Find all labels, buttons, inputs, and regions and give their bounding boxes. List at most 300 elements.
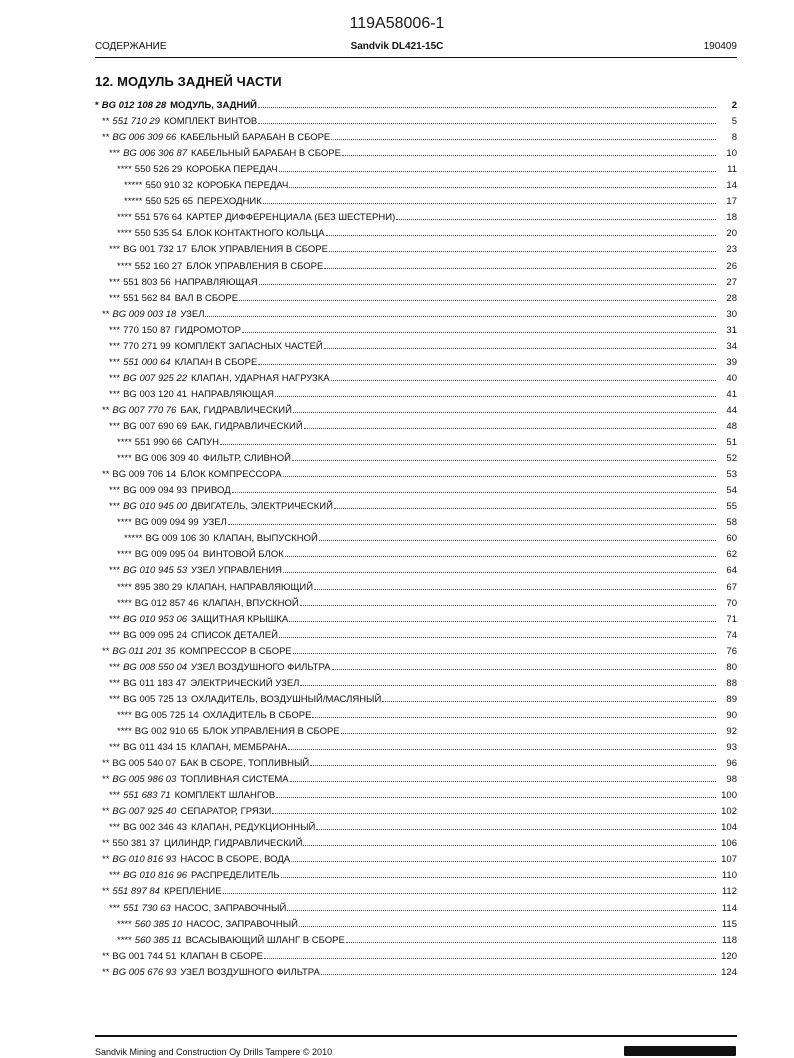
toc-page-number: 39: [726, 356, 737, 368]
toc-title: КОМПЛЕКТ ШЛАНГОВ: [174, 790, 276, 802]
toc-leader-dots: [290, 771, 716, 782]
header-date-code: 190409: [703, 41, 737, 52]
toc-leader-dots: [242, 322, 716, 333]
toc-leader-dots: [331, 370, 716, 381]
toc-title: ОХЛАДИТЕЛЬ В СБОРЕ: [202, 709, 312, 721]
toc-level-marker: ***: [109, 276, 121, 288]
toc-level-marker: ****: [117, 453, 132, 465]
toc-entry[interactable]: [95, 97, 737, 111]
toc-leader-dots: [205, 306, 716, 317]
toc-page-number: 10: [726, 148, 737, 160]
toc-part-number: 551 710 29: [112, 116, 160, 128]
toc-entry[interactable]: [102, 883, 737, 897]
toc-entry[interactable]: [117, 514, 737, 528]
toc-entry[interactable]: [109, 611, 737, 625]
toc-entry[interactable]: [102, 306, 737, 320]
toc-level-marker: ***: [109, 421, 121, 432]
sandvik-logo: [624, 1046, 736, 1056]
toc-page-number: 27: [726, 276, 737, 288]
toc-title: СПИСОК ДЕТАЛЕЙ: [191, 629, 278, 641]
toc-part-number: 552 160 27: [134, 260, 183, 272]
toc-leader-dots: [258, 354, 716, 365]
toc-page-number: 26: [726, 260, 737, 272]
toc-entry[interactable]: [117, 916, 737, 930]
toc-title: НАПРАВЛЯЮЩАЯ: [174, 276, 258, 288]
toc-title: УЗЕЛ ВОЗДУШНОГО ФИЛЬТРА: [180, 966, 320, 978]
toc-entry[interactable]: [109, 338, 737, 352]
toc-leader-dots: [276, 787, 716, 798]
toc-title: БАК, ГИДРАВЛИЧЕСКИЙ: [191, 421, 303, 432]
toc-entry[interactable]: [109, 274, 737, 288]
toc-page-number: 60: [726, 533, 737, 545]
toc-entry[interactable]: [117, 258, 737, 272]
toc-title: КЛАПАН В СБОРЕ: [174, 356, 258, 368]
toc-page-number: 115: [721, 918, 737, 930]
toc-page-number: 90: [726, 709, 737, 721]
toc-part-number: 550 381 37: [112, 838, 160, 850]
toc-level-marker: **: [102, 116, 110, 128]
toc-page-number: 28: [726, 292, 737, 304]
toc-title: УЗЕЛ: [202, 517, 227, 529]
toc-level-marker: **: [102, 806, 110, 818]
toc-part-number: BG 006 309 66: [112, 132, 177, 144]
toc-page-number: 48: [726, 421, 737, 432]
toc-page-number: 17: [726, 196, 737, 208]
toc-leader-dots: [332, 659, 716, 670]
toc-entry[interactable]: [109, 787, 737, 801]
toc-page-number: 89: [726, 693, 737, 705]
toc-level-marker: ****: [117, 260, 132, 272]
toc-leader-dots: [324, 338, 716, 349]
toc-part-number: 551 576 64: [134, 212, 183, 224]
toc-part-number: BG 002 346 43: [123, 822, 188, 834]
toc-level-marker: ****: [117, 934, 132, 946]
toc-entry[interactable]: [109, 739, 737, 753]
toc-level-marker: **: [102, 308, 110, 320]
toc-part-number: BG 007 925 22: [123, 372, 188, 384]
toc-part-number: 551 730 63: [123, 902, 171, 914]
toc-level-marker: **: [102, 966, 110, 978]
toc-leader-dots: [259, 274, 716, 285]
toc-title: ГИДРОМОТОР: [174, 324, 241, 336]
toc-title: БЛОК УПРАВЛЕНИЯ В СБОРЕ: [186, 260, 324, 272]
toc-page-number: 30: [726, 308, 737, 320]
toc-leader-dots: [258, 97, 716, 108]
toc-title: ВАЛ В СБОРЕ: [174, 292, 239, 304]
toc-leader-dots: [292, 450, 716, 461]
toc-level-marker: ****: [117, 164, 132, 176]
toc-entry[interactable]: [117, 450, 737, 464]
toc-entry[interactable]: [124, 530, 737, 544]
toc-title: РАСПРЕДЕЛИТЕЛЬ: [191, 870, 280, 882]
toc-entry[interactable]: [109, 290, 737, 304]
toc-entry[interactable]: [102, 129, 737, 143]
header-rule: [95, 57, 737, 58]
toc-entry[interactable]: [102, 113, 737, 127]
toc-level-marker: **: [102, 854, 110, 866]
toc-title: УЗЕЛ УПРАВЛЕНИЯ: [191, 565, 283, 577]
toc-entry[interactable]: [102, 851, 737, 865]
toc-leader-dots: [288, 739, 716, 750]
toc-level-marker: **: [102, 758, 110, 770]
toc-page-number: 80: [726, 661, 737, 673]
toc-part-number: 560 385 11: [134, 934, 182, 946]
toc-entry[interactable]: [109, 867, 737, 881]
toc-level-marker: **: [102, 838, 110, 850]
toc-entry[interactable]: [109, 675, 737, 689]
toc-part-number: BG 005 725 14: [134, 709, 199, 721]
toc-entry[interactable]: [117, 723, 737, 737]
header-model-name: Sandvik DL421-15C: [350, 41, 444, 52]
toc-leader-dots: [293, 402, 716, 413]
toc-entry[interactable]: [109, 145, 737, 159]
toc-page-number: 71: [726, 613, 737, 625]
toc-entry[interactable]: [109, 819, 737, 833]
toc-page-number: 100: [721, 790, 737, 802]
toc-page-number: 2: [731, 100, 737, 111]
toc-part-number: BG 007 770 76: [112, 404, 177, 416]
toc-title: ТОПЛИВНАЯ СИСТЕМА: [180, 774, 289, 786]
toc-page-number: 114: [721, 902, 737, 914]
toc-leader-dots: [300, 595, 716, 606]
toc-entry[interactable]: [109, 691, 737, 705]
toc-title: УЗЕЛ: [180, 308, 205, 320]
toc-level-marker: ****: [117, 549, 132, 561]
toc-leader-dots: [258, 113, 716, 124]
document-number: 119A58006-1: [349, 15, 445, 32]
toc-part-number: BG 001 732 17: [123, 244, 188, 256]
toc-level-marker: ****: [117, 918, 132, 930]
toc-page-number: 54: [726, 485, 737, 497]
toc-level-marker: ***: [109, 485, 121, 497]
toc-leader-dots: [319, 530, 716, 541]
toc-level-marker: ***: [109, 613, 121, 625]
toc-title: КРЕПЛЕНИЕ: [163, 886, 222, 898]
toc-leader-dots: [220, 434, 716, 445]
toc-level-marker: ***: [109, 324, 121, 336]
toc-entry[interactable]: [109, 241, 737, 255]
toc-level-marker: ****: [117, 437, 132, 449]
toc-entry[interactable]: [117, 161, 737, 175]
toc-part-number: BG 009 106 30: [145, 533, 210, 545]
toc-page-number: 76: [726, 645, 737, 657]
toc-title: КЛАПАН, УДАРНАЯ НАГРУЗКА: [191, 372, 330, 384]
toc-entry[interactable]: [102, 466, 737, 480]
toc-page-number: 88: [726, 677, 737, 689]
toc-leader-dots: [283, 466, 716, 477]
toc-page-number: 124: [721, 966, 737, 978]
toc-part-number: BG 012 857 46: [134, 597, 199, 609]
toc-level-marker: ***: [109, 629, 121, 641]
toc-leader-dots: [232, 482, 716, 493]
toc-page-number: 93: [726, 742, 737, 753]
toc-leader-dots: [275, 386, 716, 397]
toc-level-marker: ***: [109, 565, 121, 577]
toc-level-marker: ***: [109, 340, 121, 352]
toc-part-number: BG 006 309 40: [134, 453, 199, 465]
toc-title: КОМПЛЕКТ ЗАПАСНЫХ ЧАСТЕЙ: [174, 340, 323, 352]
toc-level-marker: ***: [109, 244, 121, 256]
toc-part-number: BG 010 816 96: [123, 870, 188, 882]
toc-page-number: 96: [726, 758, 737, 770]
toc-level-marker: ***: [109, 292, 121, 304]
toc-leader-dots: [279, 161, 716, 172]
toc-title: КОМПРЕССОР В СБОРЕ: [179, 645, 292, 657]
toc-part-number: 550 910 32: [145, 180, 194, 192]
toc-title: КОРОБКА ПЕРЕДАЧ: [197, 180, 289, 192]
toc-entry[interactable]: [117, 932, 737, 946]
toc-title: КЛАПАН, ВПУСКНОЙ: [202, 597, 299, 609]
toc-page-number: 41: [726, 388, 737, 400]
toc-part-number: 551 990 66: [134, 437, 183, 449]
toc-leader-dots: [299, 916, 716, 927]
toc-entry[interactable]: [117, 595, 737, 609]
toc-part-number: 895 380 29: [134, 581, 183, 593]
toc-part-number: BG 009 706 14: [112, 469, 177, 481]
toc-page-number: 98: [726, 774, 737, 786]
toc-entry[interactable]: [102, 643, 737, 657]
toc-page-number: 58: [726, 517, 737, 529]
toc-page-number: 14: [726, 180, 737, 192]
toc-level-marker: ***: [109, 501, 121, 513]
toc-title: НАСОС, ЗАПРАВОЧНЫЙ: [186, 918, 298, 930]
toc-page-number: 106: [721, 838, 737, 850]
toc-part-number: 550 535 54: [134, 228, 183, 240]
toc-level-marker: *****: [124, 533, 143, 545]
toc-level-marker: *****: [124, 180, 143, 192]
toc-entry[interactable]: [117, 225, 737, 239]
toc-entry[interactable]: [102, 771, 737, 785]
toc-part-number: 770 271 99: [123, 340, 171, 352]
toc-level-marker: **: [102, 950, 110, 962]
toc-part-number: 770 150 87: [123, 324, 171, 336]
toc-leader-dots: [321, 964, 716, 975]
toc-page-number: 44: [726, 404, 737, 416]
toc-entry[interactable]: [102, 402, 737, 416]
toc-page-number: 104: [721, 822, 737, 834]
toc-entry[interactable]: [117, 707, 737, 721]
toc-page-number: 8: [731, 132, 737, 144]
toc-title: КЛАПАН, РЕДУКЦИОННЫЙ: [191, 822, 316, 834]
toc-level-marker: ***: [109, 902, 121, 914]
toc-leader-dots: [396, 209, 716, 220]
toc-leader-dots: [334, 498, 716, 509]
header-section-label: СОДЕРЖАНИЕ: [95, 41, 167, 52]
toc-part-number: BG 009 094 99: [134, 517, 199, 529]
toc-page-number: 31: [726, 324, 737, 336]
toc-title: ЗАЩИТНАЯ КРЫШКА: [191, 613, 289, 625]
toc-entry[interactable]: [102, 755, 737, 769]
toc-leader-dots: [289, 611, 716, 622]
toc-entry[interactable]: [102, 835, 737, 849]
toc-page-number: 64: [726, 565, 737, 577]
toc-page-number: 55: [726, 501, 737, 513]
toc-leader-dots: [228, 514, 716, 525]
footer-copyright: Sandvik Mining and Construction Oy Drills Tampere © 2010: [95, 1047, 333, 1057]
toc-entry[interactable]: [117, 434, 737, 448]
toc-part-number: 551 683 71: [123, 790, 171, 802]
toc-level-marker: **: [102, 774, 110, 786]
toc-part-number: BG 003 120 41: [123, 388, 188, 400]
chapter-title: 12. МОДУЛЬ ЗАДНЕЙ ЧАСТИ: [95, 74, 282, 89]
toc-level-marker: ***: [109, 822, 121, 834]
toc-leader-dots: [283, 562, 716, 573]
toc-title: БЛОК УПРАВЛЕНИЯ В СБОРЕ: [191, 244, 328, 256]
toc-entry[interactable]: [109, 900, 737, 914]
toc-title: ЦИЛИНДР, ГИДРАВЛИЧЕСКИЙ: [163, 838, 303, 850]
toc-part-number: 551 803 56: [123, 276, 171, 288]
toc-level-marker: ****: [117, 228, 132, 240]
toc-part-number: BG 005 725 13: [123, 693, 188, 705]
toc-level-marker: **: [102, 645, 110, 657]
toc-page-number: 40: [726, 372, 737, 384]
toc-entry[interactable]: [102, 964, 737, 978]
toc-level-marker: ***: [109, 790, 121, 802]
toc-leader-dots: [382, 691, 716, 702]
toc-part-number: BG 007 925 40: [112, 806, 177, 818]
toc-level-marker: ****: [117, 709, 132, 721]
toc-part-number: BG 010 945 53: [123, 565, 188, 577]
toc-leader-dots: [310, 755, 716, 766]
toc-level-marker: ***: [109, 372, 121, 384]
toc-level-marker: ***: [109, 677, 121, 689]
toc-part-number: BG 007 690 69: [123, 421, 188, 432]
toc-part-number: BG 005 986 03: [112, 774, 177, 786]
toc-title: КОРОБКА ПЕРЕДАЧ: [186, 164, 278, 176]
toc-leader-dots: [331, 129, 716, 140]
toc-part-number: 551 562 84: [123, 292, 171, 304]
toc-level-marker: **: [102, 404, 110, 416]
toc-leader-dots: [287, 900, 716, 911]
toc-leader-dots: [329, 241, 716, 252]
footer-rule: [95, 1035, 737, 1037]
toc-entry[interactable]: [109, 322, 737, 336]
toc-entry[interactable]: [109, 627, 737, 641]
toc-page-number: 11: [727, 164, 737, 176]
toc-title: КЛАПАН В СБОРЕ: [180, 950, 264, 962]
toc-title: СЕПАРАТОР, ГРЯЗИ: [180, 806, 272, 818]
toc-part-number: 551 897 84: [112, 886, 160, 898]
toc-page-number: 70: [726, 597, 737, 609]
toc-page-number: 62: [726, 549, 737, 561]
toc-level-marker: ****: [117, 212, 132, 224]
toc-title: ОХЛАДИТЕЛЬ, ВОЗДУШНЫЙ/МАСЛЯНЫЙ: [191, 693, 382, 705]
toc-title: КОМПЛЕКТ ВИНТОВ: [163, 116, 258, 128]
toc-level-marker: ***: [109, 742, 121, 753]
toc-entry[interactable]: [124, 177, 737, 191]
toc-leader-dots: [346, 932, 716, 943]
toc-title: НАСОС, ЗАПРАВОЧНЫЙ: [174, 902, 287, 914]
toc-level-marker: *: [95, 100, 99, 111]
toc-entry[interactable]: [109, 498, 737, 512]
toc-part-number: BG 011 201 35: [112, 645, 176, 657]
toc-part-number: BG 006 306 87: [123, 148, 188, 160]
toc-title: КЛАПАН, НАПРАВЛЯЮЩИЙ: [186, 581, 314, 593]
toc-part-number: BG 001 744 51: [112, 950, 177, 962]
toc-page-number: 112: [721, 886, 737, 898]
toc-title: КАРТЕР ДИФФЕРЕНЦИАЛА (БЕЗ ШЕСТЕРНИ): [186, 212, 396, 224]
toc-level-marker: **: [102, 132, 110, 144]
toc-entry[interactable]: [102, 803, 737, 817]
toc-part-number: BG 005 540 07: [112, 758, 177, 770]
toc-leader-dots: [324, 258, 716, 269]
toc-entry[interactable]: [109, 386, 737, 400]
toc-entry[interactable]: [102, 948, 737, 962]
toc-level-marker: ***: [109, 388, 121, 400]
toc-entry[interactable]: [109, 370, 737, 384]
toc-part-number: BG 012 108 28: [101, 100, 167, 111]
toc-entry[interactable]: [109, 482, 737, 496]
toc-leader-dots: [342, 145, 716, 156]
toc-entry[interactable]: [117, 546, 737, 560]
toc-page-number: 118: [721, 934, 737, 946]
toc-title: КЛАПАН, ВЫПУСКНОЙ: [213, 533, 318, 545]
toc-title: УЗЕЛ ВОЗДУШНОГО ФИЛЬТРА: [191, 661, 331, 673]
toc-leader-dots: [303, 835, 716, 846]
toc-level-marker: *****: [124, 196, 143, 208]
toc-part-number: BG 011 434 15: [123, 742, 187, 753]
toc-page-number: 120: [721, 950, 737, 962]
toc-page-number: 53: [726, 469, 737, 481]
toc-page-number: 51: [726, 437, 737, 449]
toc-level-marker: ***: [109, 693, 121, 705]
toc-leader-dots: [314, 579, 716, 590]
toc-page-number: 102: [721, 806, 737, 818]
toc-level-marker: ***: [109, 356, 121, 368]
toc-leader-dots: [272, 803, 716, 814]
toc-entry[interactable]: [109, 418, 737, 432]
toc-part-number: BG 010 816 93: [112, 854, 177, 866]
toc-title: БАК, ГИДРАВЛИЧЕСКИЙ: [180, 404, 292, 416]
toc-leader-dots: [239, 290, 716, 301]
toc-title: НАПРАВЛЯЮЩАЯ: [191, 388, 274, 400]
toc-part-number: BG 002 910 65: [134, 725, 199, 737]
toc-title: САПУН: [186, 437, 219, 449]
toc-leader-dots: [279, 627, 716, 638]
toc-level-marker: ***: [109, 870, 121, 882]
toc-entry[interactable]: [124, 193, 737, 207]
toc-part-number: BG 009 095 24: [123, 629, 188, 641]
toc-title: ПРИВОД: [191, 485, 231, 497]
toc-title: ВСАСЫВАЮЩИЙ ШЛАНГ В СБОРЕ: [185, 934, 345, 946]
toc-part-number: 551 000 64: [123, 356, 171, 368]
toc-entry[interactable]: [109, 659, 737, 673]
toc-entry[interactable]: [109, 354, 737, 368]
toc-level-marker: ***: [109, 148, 121, 160]
toc-page-number: 34: [726, 340, 737, 352]
toc-level-marker: ****: [117, 581, 132, 593]
toc-entry[interactable]: [117, 209, 737, 223]
toc-part-number: BG 010 945 00: [123, 501, 188, 513]
toc-leader-dots: [291, 851, 716, 862]
toc-title: КЛАПАН, МЕМБРАНА: [190, 742, 288, 753]
toc-title: ПЕРЕХОДНИК: [197, 196, 262, 208]
toc-part-number: 560 385 10: [134, 918, 183, 930]
toc-page-number: 20: [726, 228, 737, 240]
toc-entry[interactable]: [117, 579, 737, 593]
toc-level-marker: ****: [117, 517, 132, 529]
toc-leader-dots: [304, 418, 716, 429]
toc-leader-dots: [341, 723, 716, 734]
toc-leader-dots: [281, 867, 716, 878]
toc-level-marker: ****: [117, 597, 132, 609]
toc-page-number: 5: [731, 116, 737, 128]
toc-title: ФИЛЬТР, СЛИВНОЙ: [202, 453, 291, 465]
toc-entry[interactable]: [109, 562, 737, 576]
toc-part-number: BG 011 183 47: [123, 677, 187, 689]
toc-leader-dots: [264, 948, 716, 959]
toc-page-number: 18: [726, 212, 737, 224]
